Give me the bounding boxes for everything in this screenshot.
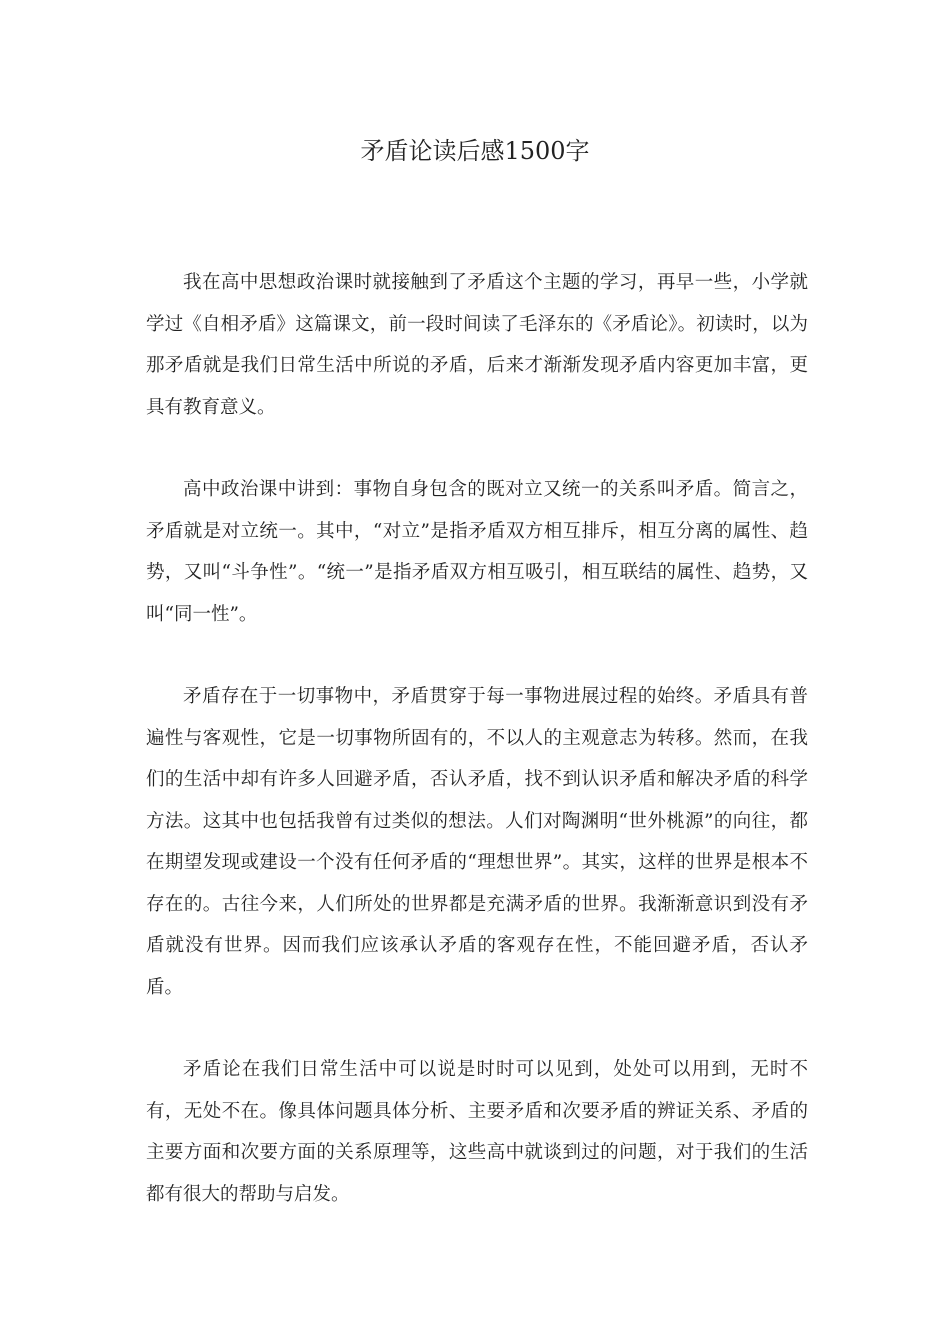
document-body: [146, 262, 808, 1256]
paragraph-4: 矛盾论在我们日常生活中可以说是时时可以见到，处处可以用到，无时不有，无处不在。像具体问题具体分析、主要矛盾和次要矛盾的辨证关系、矛盾的主要方面和次要方面的关系原理等，这些高中就谈到过的问题，对于我们的生活都有很大的帮助与启发。: [146, 1059, 808, 1205]
paragraph-2: 高中政治课中讲到：事物自身包含的既对立又统一的关系叫矛盾。简言之，矛盾就是对立统一。其中，“对立”是指矛盾双方相互排斥，相互分离的属性、趋势，又叫“斗争性”。“统一”是指矛盾双方相互吸引，相互联结的属性、趋势，又叫“同一性”。: [146, 479, 808, 625]
document-title: 矛盾论读后感1500字: [360, 137, 590, 165]
paragraph-1: 我在高中思想政治课时就接触到了矛盾这个主题的学习，再早一些，小学就学过《自相矛盾》这篇课文，前一段时间读了毛泽东的《矛盾论》。初读时，以为那矛盾就是我们日常生活中所说的矛盾，后来才渐渐发现矛盾内容更加丰富，更具有教育意义。: [146, 272, 808, 418]
paragraph-3: 矛盾存在于一切事物中，矛盾贯穿于每一事物进展过程的始终。矛盾具有普遍性与客观性，它是一切事物所固有的，不以人的主观意志为转移。然而，在我们的生活中却有许多人回避矛盾，否认矛盾，找不到认识矛盾和解决矛盾的科学方法。这其中也包括我曾有过类似的想法。人们对陶渊明“世外桃源”的向往，都在期望发现或建设一个没有任何矛盾的“理想世界”。其实，这样的世界是根本不存在的。古往今来，人们所处的世界都是充满矛盾的世界。我渐渐意识到没有矛盾就没有世界。因而我们应该承认矛盾的客观存在性，不能回避矛盾，否认矛盾。: [146, 686, 808, 998]
